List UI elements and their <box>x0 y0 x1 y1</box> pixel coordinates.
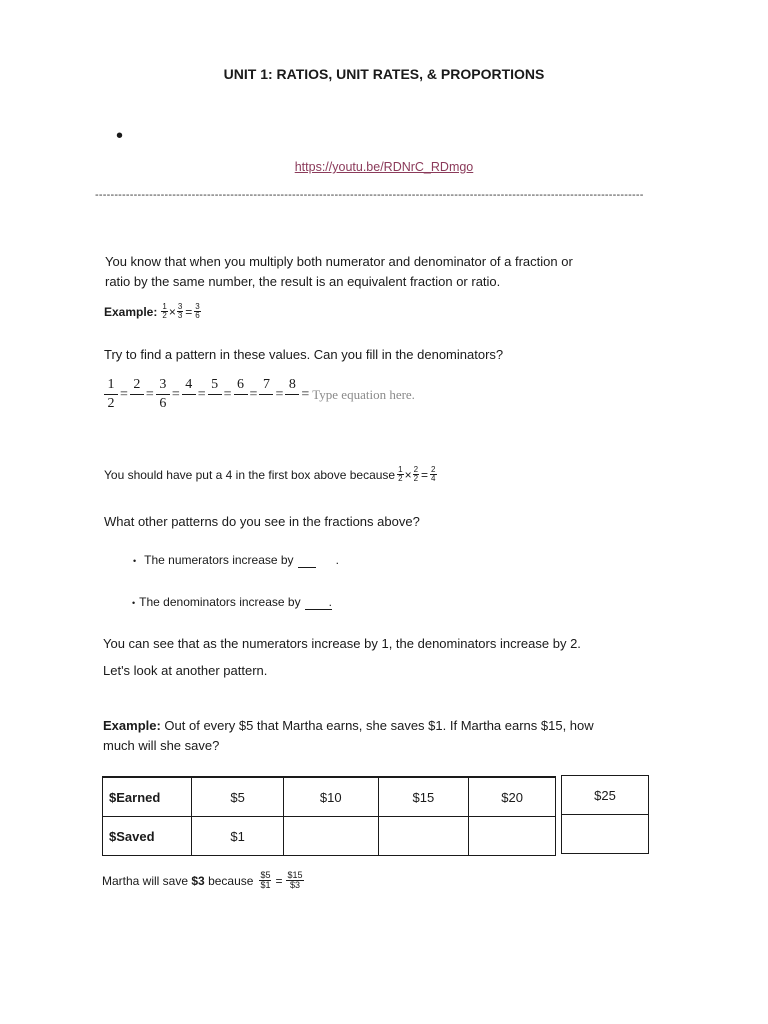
equals-sign: = <box>421 467 429 482</box>
pattern-fraction[interactable] <box>285 378 299 411</box>
numerator: 5 <box>208 378 222 395</box>
equals-sign: = <box>249 386 258 402</box>
equals-sign: = <box>275 873 283 888</box>
denominator: 6 <box>159 396 167 411</box>
table-cell: $20 <box>469 777 556 817</box>
denominator: 2 <box>162 311 167 320</box>
hint-fraction-1 <box>397 466 403 483</box>
pattern-fraction-row <box>103 378 310 411</box>
denominator-blank[interactable] <box>208 395 222 411</box>
denominator-blank[interactable] <box>259 395 273 411</box>
table-cell-blank[interactable] <box>378 817 469 856</box>
table-row-earned <box>562 776 649 815</box>
example-1-fraction-3 <box>194 303 200 320</box>
table-row-earned <box>103 777 556 817</box>
pattern-prompt: Try to find a pattern in these values. Can you fill in the denominators? <box>104 347 504 362</box>
hint-text: You should have put a 4 in the first box above because <box>104 467 396 482</box>
table-cell: $5 <box>192 777 284 817</box>
row-label-earned: $Earned <box>103 777 192 817</box>
answer-fraction-1 <box>259 871 271 890</box>
table-cell: $15 <box>378 777 469 817</box>
pattern-fraction[interactable] <box>182 378 196 411</box>
denominators-text: The denominators increase by <box>139 595 301 609</box>
intro-line-1: You know that when you multiply both numerator and denominator of a fraction or <box>105 254 573 269</box>
numerator: 3 <box>177 302 183 311</box>
denominator: 2 <box>413 474 419 483</box>
answer-suffix: because <box>204 873 254 888</box>
denominator-blank[interactable] <box>285 395 299 411</box>
numerators-text: The numerators increase by <box>144 553 294 567</box>
denominator: 2 <box>398 474 403 483</box>
intro-line-2: ratio by the same number, the result is an equivalent fraction or ratio. <box>105 274 501 289</box>
denominator: $1 <box>260 880 271 890</box>
numerator: 1 <box>104 378 118 395</box>
answer-prefix: Martha will save <box>102 873 192 888</box>
numerators-blank[interactable] <box>298 553 316 568</box>
denominators-item <box>132 595 332 610</box>
period: . <box>328 595 332 609</box>
row-label-saved: $Saved <box>103 817 192 856</box>
numerator: 3 <box>195 302 200 311</box>
equals-sign: = <box>301 386 310 402</box>
table-cell-blank[interactable] <box>469 817 556 856</box>
times-sign: × <box>404 467 412 482</box>
table-cell-blank[interactable] <box>283 817 378 856</box>
example-1-label: Example: <box>104 304 158 319</box>
other-patterns-question: What other patterns do you see in the fractions above? <box>104 514 420 529</box>
table-cell: $1 <box>192 817 284 856</box>
denominators-blank[interactable] <box>305 595 332 610</box>
example-2-line-1 <box>103 716 594 736</box>
hint-line <box>104 466 438 483</box>
numerator: 1 <box>398 465 403 474</box>
numerator: 6 <box>234 378 248 395</box>
equals-sign: = <box>197 386 206 402</box>
pattern-equation[interactable] <box>103 378 415 411</box>
pattern-fraction[interactable] <box>234 378 248 411</box>
hint-fraction-3 <box>430 466 436 483</box>
times-sign: × <box>168 304 176 319</box>
equals-sign: = <box>275 386 284 402</box>
equals-sign: = <box>185 304 193 319</box>
hint-fraction-2 <box>413 466 419 483</box>
earned-saved-table <box>102 776 556 856</box>
denominator-blank[interactable] <box>130 395 144 411</box>
equation-placeholder[interactable]: Type equation here. <box>312 386 415 402</box>
numerator: 2 <box>431 465 436 474</box>
example-2-text: Out of every $5 that Martha earns, she saves $1. If Martha earns $15, how <box>160 718 594 733</box>
table-row-saved <box>562 815 649 854</box>
video-link[interactable]: https://youtu.be/RDNrC_RDmgo <box>294 160 474 174</box>
table-cell: $25 <box>562 776 649 815</box>
numerator: 2 <box>413 465 419 474</box>
table-cell-blank[interactable] <box>562 815 649 854</box>
period: . <box>335 553 339 567</box>
example-1-fraction-2 <box>177 303 183 320</box>
numerator: 8 <box>285 378 299 395</box>
numerator: 4 <box>182 378 196 395</box>
denominator: 4 <box>431 474 436 483</box>
example-2-line-2: much will she save? <box>103 738 220 753</box>
answer-amount: $3 <box>191 873 205 888</box>
equals-sign: = <box>223 386 232 402</box>
page-title: UNIT 1: RATIOS, UNIT RATES, & PROPORTIONS <box>223 66 545 82</box>
list-bullet: • <box>132 598 136 608</box>
dashed-divider: ---------------------------------------------------------------------------------------------------------------------------------------------- <box>95 189 644 201</box>
denominator-blank[interactable] <box>182 395 196 411</box>
denominator: 6 <box>195 311 200 320</box>
pattern-fraction <box>156 378 170 411</box>
pattern-fraction[interactable] <box>208 378 222 411</box>
denominator-blank[interactable] <box>234 395 248 411</box>
example-2-label: Example: <box>103 718 161 733</box>
pattern-fraction[interactable] <box>259 378 273 411</box>
list-bullet: • <box>133 556 137 566</box>
answer-line <box>102 871 305 890</box>
numerator: 3 <box>156 378 170 395</box>
denominator: $3 <box>289 880 300 890</box>
numerator: $5 <box>260 870 271 880</box>
answer-fraction-2 <box>286 871 303 890</box>
extra-column-table <box>561 775 649 854</box>
numerators-item <box>133 553 339 568</box>
table-cell: $10 <box>283 777 378 817</box>
numerator: $15 <box>287 870 303 880</box>
example-1 <box>104 303 202 320</box>
equals-sign: = <box>145 386 154 402</box>
denominator: 3 <box>177 311 183 320</box>
equals-sign: = <box>120 386 128 402</box>
numerator: 1 <box>162 302 167 311</box>
denominator: 2 <box>107 396 115 411</box>
empty-bullet: • <box>116 125 124 147</box>
equals-sign: = <box>171 386 180 402</box>
pattern-fraction[interactable] <box>130 378 144 411</box>
numerator: 2 <box>130 378 144 395</box>
example-1-fraction-1 <box>161 303 167 320</box>
numerator: 7 <box>259 378 273 395</box>
table-row-saved <box>103 817 556 856</box>
conclusion: You can see that as the numerators increase by 1, the denominators increase by 2. <box>103 636 581 651</box>
another-pattern: Let's look at another pattern. <box>103 663 268 678</box>
pattern-fraction <box>104 378 118 411</box>
